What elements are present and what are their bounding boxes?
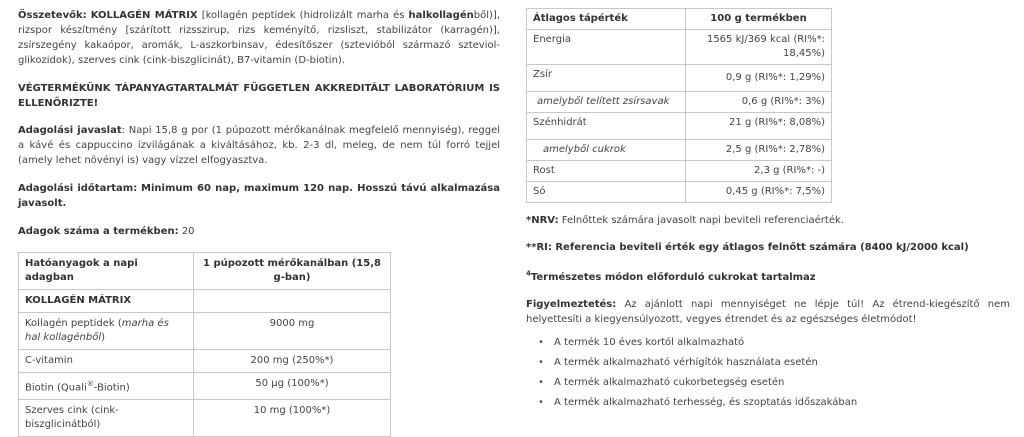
table-cell: 2,3 g (RI%*: -) <box>686 161 832 182</box>
table-cell: 10 mg (100%*) <box>194 400 391 437</box>
sugar-note <box>526 267 1010 285</box>
table-cell <box>194 290 391 313</box>
ingredients-product-name: KOLLAGÉN MÁTRIX <box>90 10 198 21</box>
table-header-row <box>527 9 832 30</box>
table-cell: 0,6 g (RI%*: 3%) <box>686 92 832 113</box>
table-cell: 1565 kJ/369 kcal (RI%*: 18,45%) <box>686 30 832 65</box>
table-cell: amelyből telített zsírsavak <box>527 92 686 113</box>
dosage-label: Adagolási javaslat <box>18 125 122 136</box>
list-item <box>538 355 1010 370</box>
duration-text: Minimum 60 nap, maximum 120 nap. Hosszú távú alkalmazása javasolt. <box>18 183 501 209</box>
servings-value: 20 <box>181 226 195 237</box>
warning-paragraph <box>526 297 1010 327</box>
active-ingredients-table <box>18 252 391 437</box>
left-column <box>18 8 500 437</box>
table-section-cell: KOLLAGÉN MÁTRIX <box>19 290 194 313</box>
registered-mark: ® <box>86 380 94 388</box>
table-cell <box>19 373 194 400</box>
table-section-row <box>19 290 391 313</box>
table-header-cell: 100 g termékben <box>686 9 832 30</box>
table-row <box>527 65 832 92</box>
table-row <box>527 182 832 203</box>
ingredients-text-2: ből)], rizspor készítmény [szárított rizsszirup, rizs keményítő, rizsliszt, stabilizátor (karragén)], zsírszegény kakaópor, aromák, L-aszkorbinsav, édesítőszer (sztevióból származó szteviol-glikozidok), szerves cink (cink-biszglicinát), B7-vitamin (D-biotin). <box>18 10 500 66</box>
table-cell: Szénhidrát <box>527 113 686 140</box>
table-row <box>19 373 391 400</box>
table-cell: Rost <box>527 161 686 182</box>
ingredients-label: Összetevők: <box>18 10 87 21</box>
table-header-cell: Hatóanyagok a napi adagban <box>19 253 194 290</box>
sugar-footnote-mark: 4 <box>526 270 531 278</box>
list-item <box>538 335 1010 350</box>
table-cell: 9000 mg <box>194 313 391 350</box>
bullet-list <box>526 335 1010 410</box>
table-cell: 0,9 g (RI%*: 1,29%) <box>686 65 832 92</box>
bullet-icon: • <box>538 377 544 389</box>
nutrition-table <box>526 8 832 203</box>
bullet-icon: • <box>538 357 544 369</box>
bullet-icon: • <box>538 397 544 409</box>
duration-paragraph <box>18 181 500 211</box>
duration-label: Adagolási időtartam: <box>18 183 138 194</box>
table-row <box>527 92 832 113</box>
nrv-label: *NRV: <box>526 215 559 226</box>
notes-section <box>526 213 1010 285</box>
ingredients-paragraph <box>18 8 500 68</box>
table-cell: Szerves cink (cink-biszglicinátból) <box>19 400 194 437</box>
table-row <box>527 113 832 140</box>
nrv-note <box>526 213 1010 228</box>
servings-paragraph <box>18 224 500 239</box>
table-row <box>527 161 832 182</box>
list-item-text: A termék alkalmazható vérhígítók használata esetén <box>554 357 818 369</box>
lab-notice: VÉGTERMÉKÜNK TÁPANYAGTARTALMÁT FÜGGETLEN AKKREDITÁLT LABORATÓRIUM IS ELLENŐRIZTE! <box>18 83 500 109</box>
cell-text: -Biotin) <box>93 382 130 394</box>
list-item-text: A termék 10 éves kortól alkalmazható <box>554 337 745 349</box>
table-cell: C-vitamin <box>19 350 194 373</box>
table-cell: 0,45 g (RI%*: 7,5%) <box>686 182 832 203</box>
list-item <box>538 375 1010 390</box>
bullet-icon: • <box>538 337 544 349</box>
ri-note <box>526 240 1010 255</box>
cell-text: ) <box>101 332 106 343</box>
table-row <box>527 30 832 65</box>
nrv-text: Felnőttek számára javasolt napi beviteli referenciaérték. <box>561 215 844 226</box>
table-cell: 200 mg (250%*) <box>194 350 391 373</box>
table-row <box>19 313 391 350</box>
table-cell: 2,5 g (RI%*: 2,78%) <box>686 140 832 161</box>
table-cell: Zsír <box>527 65 686 92</box>
cell-italic-text: marha és hal kollagénből <box>25 318 169 343</box>
dosage-text: : Napi 15,8 g por (1 púpozott mérőkanálnak megfelelő mennyiség), reggel a kávé és cappuccino ízvilágának a kiváltásához, kb. 2-3 dl, meleg, de nem túl forró tejjel (amely lehet növényi is) vagy vízzel elfogyasztva. <box>18 125 501 166</box>
table-header-row <box>19 253 391 290</box>
servings-label: Adagok száma a termékben: <box>18 226 179 237</box>
dosage-paragraph <box>18 123 500 168</box>
list-item-text: A termék alkalmazható terhesség, és szoptatás időszakában <box>554 397 858 409</box>
right-column <box>526 8 1010 415</box>
cell-text: Biotin (Quali <box>25 382 87 394</box>
warning-text: Az ajánlott napi mennyiséget ne lépje túl! Az étrend-kiegészítő nem helyettesíti a kiegyensúlyozott, vegyes étrendet és az egészséges életmódot! <box>526 299 1010 326</box>
table-cell: Energia <box>527 30 686 65</box>
table-row <box>527 140 832 161</box>
ingredients-text-1: [kollagén peptidek (hidrolizált marha és <box>201 10 405 21</box>
table-row <box>19 350 391 373</box>
table-cell: amelyből cukrok <box>527 140 686 161</box>
table-cell <box>19 313 194 350</box>
ingredients-bold-hal: halkollagén <box>408 10 474 21</box>
table-row <box>19 400 391 437</box>
ri-text: **RI: Referencia beviteli érték egy átlagos felnőtt számára (8400 kJ/2000 kcal) <box>526 242 969 253</box>
table-cell: 21 g (RI%*: 8,08%) <box>686 113 832 140</box>
table-cell: 50 µg (100%*) <box>194 373 391 400</box>
sugar-text: Természetes módon előforduló cukrokat tartalmaz <box>530 272 816 284</box>
list-item <box>538 395 1010 410</box>
cell-text: Kollagén peptidek ( <box>25 318 122 329</box>
table-header-cell: 1 púpozott mérőkanálban (15,8 g-ban) <box>194 253 391 290</box>
table-header-cell: Átlagos tápérték <box>527 9 686 30</box>
table-cell: Só <box>527 182 686 203</box>
warning-label: Figyelmeztetés: <box>526 299 617 311</box>
list-item-text: A termék alkalmazható cukorbetegség esetén <box>554 377 785 389</box>
